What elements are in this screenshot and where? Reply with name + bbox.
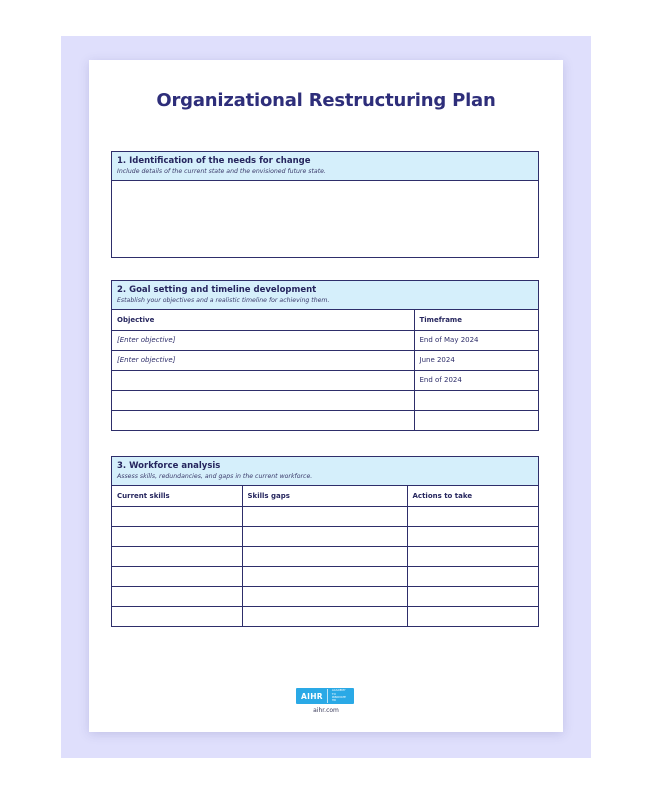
table-row [112,526,538,546]
table-row [112,606,538,626]
needs-for-change-input-area[interactable] [112,181,538,257]
section-header [112,281,538,310]
section-title: 2. Goal setting and timeline development [117,285,317,295]
skills-gaps-cell[interactable] [242,506,407,526]
table-row [112,330,538,350]
timeframe-cell[interactable]: June 2024 [414,350,538,370]
table-row [112,390,538,410]
skills-gaps-cell[interactable] [242,566,407,586]
skills-gaps-cell[interactable] [242,546,407,566]
section-subtitle: Assess skills, redundancies, and gaps in the current workforce. [117,473,313,480]
table-row [112,546,538,566]
table-row [112,566,538,586]
actions-cell[interactable] [407,566,538,586]
actions-cell[interactable] [407,586,538,606]
timeframe-cell[interactable]: End of 2024 [414,370,538,390]
timeframe-cell[interactable] [414,390,538,410]
current-skills-cell[interactable] [112,506,242,526]
current-skills-cell[interactable] [112,606,242,626]
column-header-timeframe: Timeframe [419,315,462,324]
table-header-row [112,486,538,506]
current-skills-cell[interactable] [112,526,242,546]
section-subtitle: Establish your objectives and a realistic timeline for achieving them. [117,297,330,304]
document-title: Organizational Restructuring Plan [156,90,496,111]
objective-cell[interactable] [112,410,414,430]
column-header-current-skills: Current skills [112,486,242,506]
column-header-skills-gaps: Skills gaps [242,486,407,506]
skills-gaps-cell[interactable] [242,606,407,626]
section-workforce-analysis [111,456,539,627]
table-row [112,586,538,606]
table-row [112,350,538,370]
column-header-actions: Actions to take [412,491,473,500]
goals-table [112,310,538,430]
table-header-row [112,310,538,330]
actions-cell[interactable] [407,546,538,566]
document-page [89,60,563,732]
objective-cell[interactable]: [Enter objective] [112,330,414,350]
section-header [112,152,538,181]
section-subtitle: Include details of the current state and the envisioned future state. [117,168,326,175]
objective-cell[interactable]: [Enter objective] [112,350,414,370]
current-skills-cell[interactable] [112,586,242,606]
section-goal-setting [111,280,539,431]
column-header-objective: Objective [112,310,414,330]
timeframe-cell[interactable]: End of May 2024 [414,330,538,350]
section-title: 1. Identification of the needs for change [117,156,311,166]
aihr-logo[interactable] [296,688,354,704]
table-row [112,506,538,526]
section-needs-for-change [111,151,539,258]
footer-url[interactable]: aihr.com [313,707,339,714]
skills-gaps-cell[interactable] [242,526,407,546]
actions-cell[interactable] [407,506,538,526]
workforce-table [112,486,538,626]
logo-wordmark: AIHR [301,691,323,701]
objective-cell[interactable] [112,390,414,410]
table-row [112,410,538,430]
logo-tagline: ACADEMY TO INNOVATE HR [327,689,354,703]
current-skills-cell[interactable] [112,546,242,566]
timeframe-cell[interactable] [414,410,538,430]
objective-cell[interactable] [112,370,414,390]
current-skills-cell[interactable] [112,566,242,586]
section-header [112,457,538,486]
actions-cell[interactable] [407,526,538,546]
skills-gaps-cell[interactable] [242,586,407,606]
actions-cell[interactable] [407,606,538,626]
section-title: 3. Workforce analysis [117,461,221,471]
table-row [112,370,538,390]
